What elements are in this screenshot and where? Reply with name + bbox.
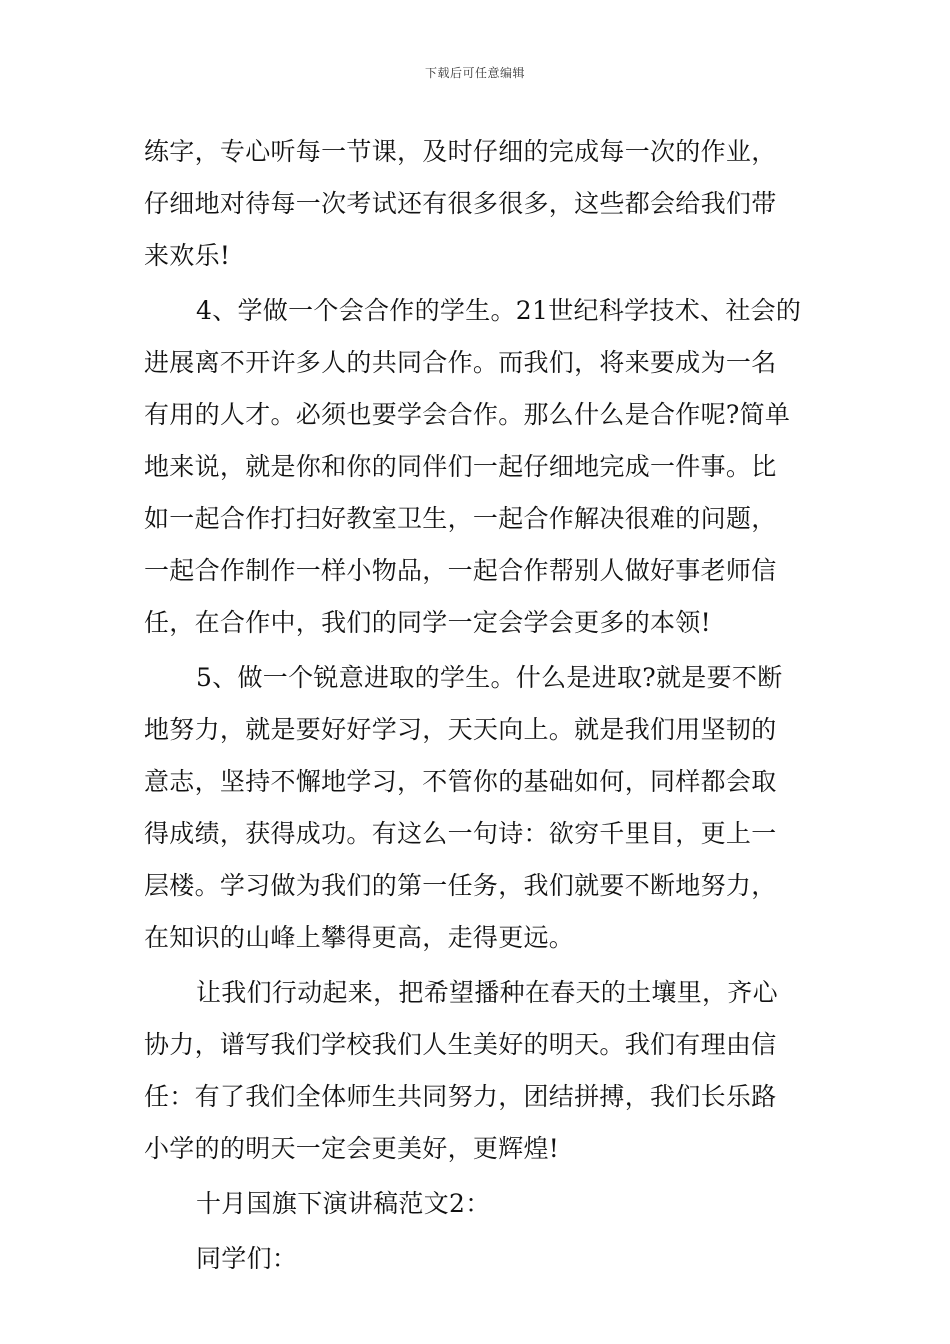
text-line: 地努力，就是要好好学习，天天向上。就是我们用坚韧的 [144,715,777,744]
text-line: 一起合作制作一样小物品，一起合作帮别人做好事老师信 [144,556,777,585]
text-line: 地来说，就是你和你的同伴们一起仔细地完成一件事。比 [144,452,777,481]
text-line: 在知识的山峰上攀得更高，走得更远。 [144,923,575,952]
text-line: 意志，坚持不懈地学习，不管你的基础如何，同样都会取 [144,767,777,796]
text-line: 小学的的明天一定会更美好，更辉煌! [144,1134,560,1163]
document-body [144,126,810,1285]
text-line: 4、学做一个会合作的学生。21世纪科学技术、社会的 [196,296,802,325]
text-line: 有用的人才。必须也要学会合作。那么什么是合作呢?简单 [144,400,791,429]
text-line: 练字，专心听每一节课，及时仔细的完成每一次的作业， [144,137,777,166]
paragraph [144,126,810,282]
text-line: 层楼。学习做为我们的第一任务，我们就要不断地努力， [144,871,777,900]
text-line: 协力，谱写我们学校我们人生美好的明天。我们有理由信 [144,1030,777,1059]
text-line: 仔细地对待每一次考试还有很多很多，这些都会给我们带 [144,189,777,218]
paragraph [144,967,810,1175]
section-title [144,1178,810,1230]
text-line: 得成绩，获得成功。有这么一句诗：欲穷千里目，更上一 [144,819,777,848]
text-line: 来欢乐! [144,241,231,270]
text-line: 任，在合作中，我们的同学一定会学会更多的本领! [144,608,711,637]
text-line: 同学们： [196,1244,298,1273]
text-line: 如一起合作打扫好教室卫生，一起合作解决很难的问题， [144,504,777,533]
salutation [144,1233,810,1285]
text-line: 进展离不开许多人的共同合作。而我们，将来要成为一名 [144,348,777,377]
text-line: 让我们行动起来，把希望播种在春天的土壤里，齐心 [196,978,778,1007]
paragraph [144,652,810,964]
text-line: 任：有了我们全体师生共同努力，团结拼搏，我们长乐路 [144,1082,777,1111]
text-line: 5、做一个锐意进取的学生。什么是进取?就是要不断 [196,663,783,692]
text-line: 十月国旗下演讲稿范文2： [196,1189,491,1218]
paragraph [144,285,810,649]
page-header: 下载后可任意编辑 [424,66,525,80]
